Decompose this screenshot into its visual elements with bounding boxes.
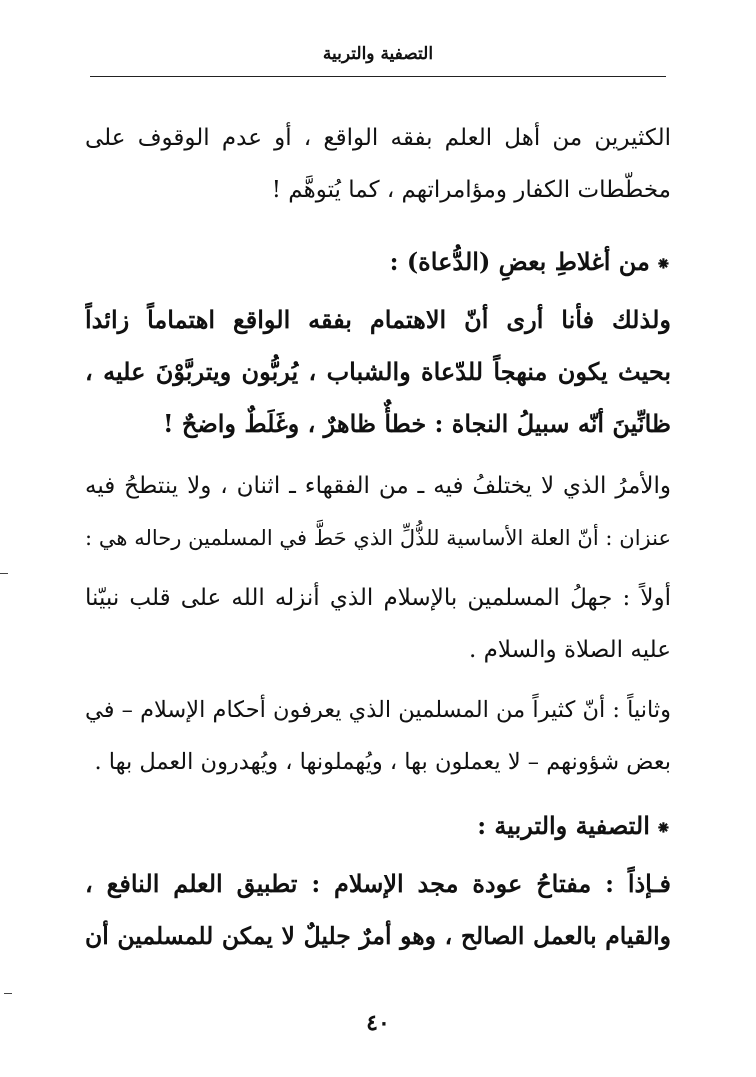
heading-star-icon: ⁕: [655, 818, 671, 839]
text-line: فـإذاً : مفتاحُ عودة مجد الإسلام : تطبيق العلم النافع ،: [85, 869, 671, 898]
heading-text: التصفية والتربية :: [477, 811, 650, 840]
text-line: ظانِّينَ أنّه سبيلُ النجاة : خطأٌ ظاهرٌ ، وغَلَطٌ واضحٌ !: [162, 409, 671, 438]
text-line: أولاً : جهلُ المسلمين بالإسلام الذي أنزله الله على قلب نبيّنا: [85, 585, 671, 611]
text-line: والقيام بالعمل الصالح ، وهو أمرٌ جليلٌ لا يمكن للمسلمين أن: [85, 922, 671, 950]
paragraph-3: [85, 460, 671, 564]
paragraph-5: [85, 684, 671, 788]
text-line: بحيث يكون منهجاً للدّعاة والشباب ، يُربُّون ويتربَّوْنَ عليه ،: [85, 357, 671, 386]
paragraph-4: [85, 572, 671, 676]
page-number: ٤٠: [366, 1010, 390, 1036]
text-line: عليه الصلاة والسلام .: [469, 637, 671, 663]
text-line: والأمرُ الذي لا يختلفُ فيه ـ من الفقهاء ـ اثنان ، ولا ينتطحُ فيه: [85, 473, 671, 499]
margin-mark: [4, 993, 12, 994]
text-line: وثانياً : أنّ كثيراً من المسلمين الذي يعرفون أحكام الإسلام – في: [85, 697, 671, 723]
paragraph-6: [85, 858, 671, 962]
heading-text: من أغلاطِ بعضِ (الدُّعاة) :: [389, 247, 650, 276]
text-line: الكثيرين من أهل العلم بفقه الواقع ، أو عدم الوقوف على: [85, 125, 671, 151]
paragraph-2: [85, 294, 671, 450]
text-line: مخطّطات الكفار ومؤامراتهم ، كما يُتوهَّم !: [271, 177, 671, 203]
text-line: بعض شؤونهم – لا يعملون بها ، ويُهملونها ، ويُهدرون العمل بها .: [94, 749, 671, 775]
paragraph-1: [85, 112, 671, 216]
margin-mark: [0, 573, 8, 574]
text-line: ولذلك فأنا أرى أنّ الاهتمام بفقه الواقع اهتماماً زائداً: [85, 305, 671, 334]
text-line: عنزان : أنّ العلة الأساسية للذُّلِّ الذي حَطَّ في المسلمين رحاله هي :: [85, 526, 671, 550]
running-header-title: التصفية والتربية: [322, 44, 434, 64]
header-rule: [90, 76, 666, 77]
section-heading-2: [85, 800, 671, 855]
section-heading-1: [85, 236, 671, 291]
heading-star-icon: ⁕: [655, 254, 671, 275]
